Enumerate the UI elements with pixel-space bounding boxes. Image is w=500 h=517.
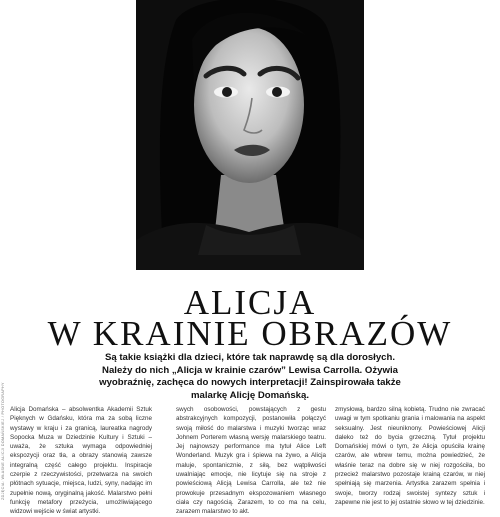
body-column-3-text: zmysłową, bardzo silną kobietą. Trudno nie zwracać uwagi w tym spotkaniu grania i malowania na aspekt seksualny. Jest nieuniknony. Powieściowej Alicji daleko też do bycia grzeczną. Tytuł projektu Domańskiej mówi o tym, że Alicja opuściła krainę czarów, ale wbrew temu, można powiedzieć, że właśnie teraz na dobre się w niej rozgościła, bo przecież malarstwo pozostaje krainą czarów, w niej spełniają się marzenia. Artystka zarazem spełnia i swoje, tworzy rodzaj swoistej syntezy sztuk i zapewne nie jest to jej ostatnie słowo w tej dziedzinie.: [335, 406, 485, 506]
body-column-3: [335, 405, 485, 506]
article-title-line-1: ALICJA: [183, 283, 317, 322]
article-lead: Są takie książki dla dzieci, które tak naprawdę są dla dorosłych. Należy do nich „Alicja w krainie czarów” Lewisa Carrolla. Ożywia wyobraźnię, zachęca do nowych interpretacji! Zainspirowała także malarkę Alicję Domańską.: [99, 352, 401, 401]
body-column-1: [10, 405, 152, 516]
body-column-2-text: swych osobowości, powstających z gestu abstrakcyjnych kompozycji, postanowiła połączyć swoją miłość do malarstwa i muzyki tworząc wraz Johnem Porterem własną wersję malarskiego teatru. Jej najnowszy performance ma tytuł Alice Left Wonderland. Muzyk gra i śpiewa na żywo, a Alicja maluje, spontanicznie, z siłą, bez wątpliwości uwalniając emocje, nie licytuje się na stroje z powieściową Alicją Lewisa Carrolla, ale też nie prowokuje przesadnym ekspozowaniem własnego ciała czy nagością. Zarazem, to co ma na celu, zarazem malarstwo to akt.: [176, 406, 326, 516]
portrait-photo: [136, 0, 364, 270]
photo-credit: ZDJĘCIA: WŁASNE ALICJI DOMAŃSKIEJ / PHOTOGRAPHY: [1, 382, 5, 500]
article-title-line-2: W KRAINIE OBRAZÓW: [47, 314, 453, 353]
body-column-1-text: Alicja Domańska – absolwentka Akademii Sztuk Pięknych w Gdańsku, która ma za sobą liczne wystawy w kraju i za granicą, laureatka nagrody Sopocka Muza w Dziedzinie Kultury i Sztuki – uważa, że sztuka wymaga odpowiedniej ekspozycji oraz tła, a obrazy stanowią zawsze integralną część całego projektu. Inspiracje czerpie z rzeczywistości, przetwarza na swoich płótnach sytuacje, miejsca, ludzi, syny, nadając im zupełnie nową, oryginalną jakość. Malarstwo pełni funkcję metafory przeżycia, umożliwiającego widzowi wejście w świat artystki.: [10, 406, 152, 516]
body-column-2: [176, 405, 326, 516]
portrait-illustration: [136, 0, 364, 270]
